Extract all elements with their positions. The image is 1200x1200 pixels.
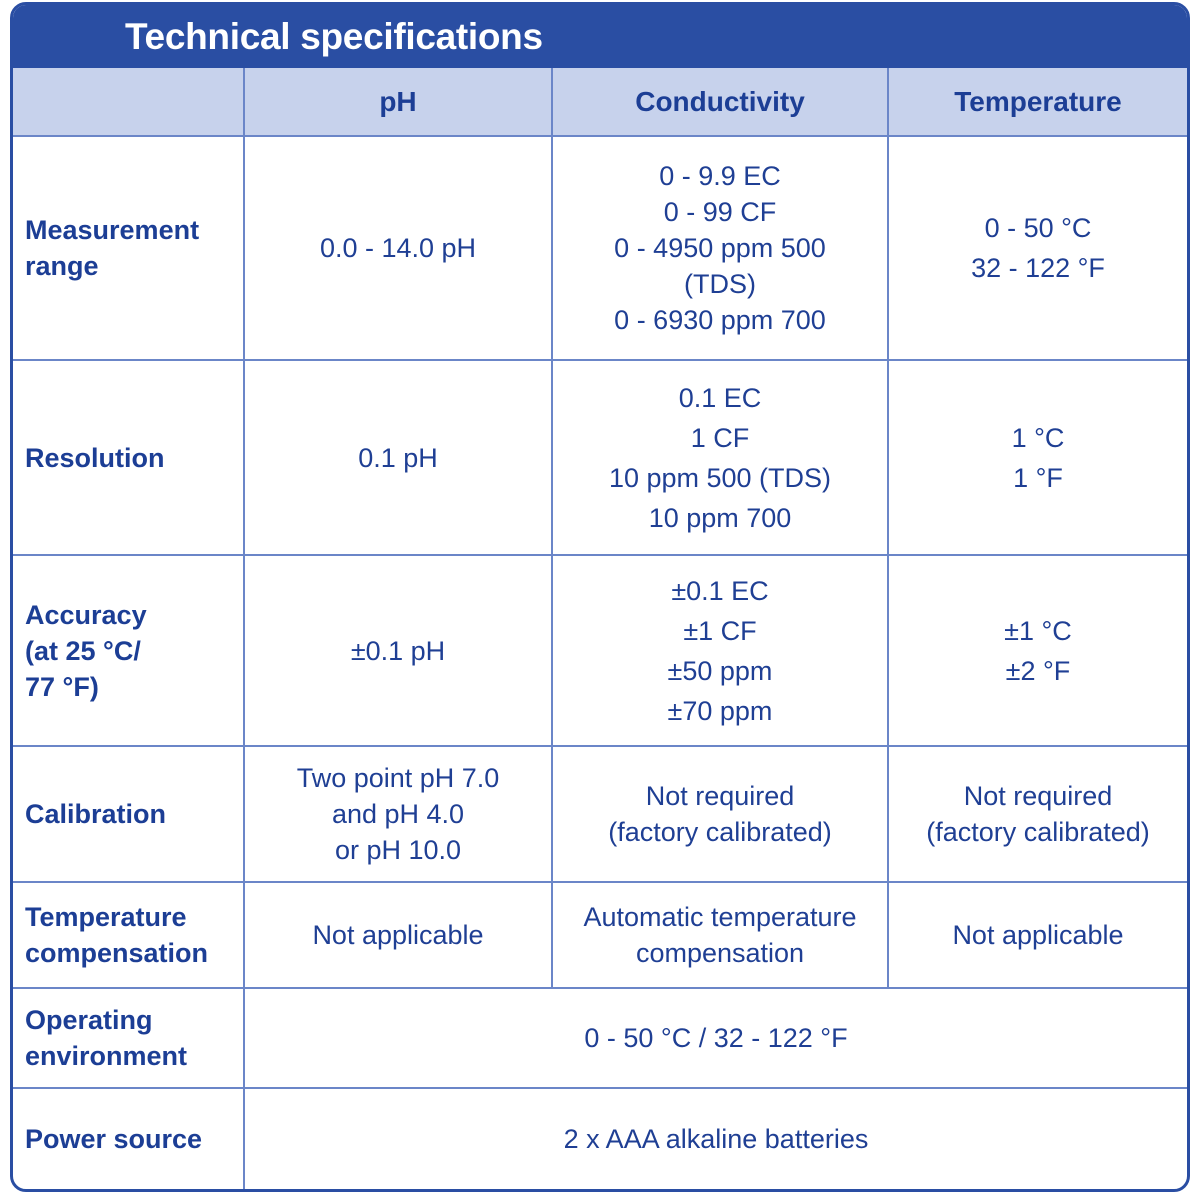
header-corner	[13, 68, 244, 136]
cell-temperature: ±1 °C ±2 °F	[888, 555, 1187, 746]
row-label: Resolution	[13, 360, 244, 555]
cell-ph: ±0.1 pH	[244, 555, 552, 746]
header-row	[13, 68, 1187, 136]
row-label: Calibration	[13, 746, 244, 882]
merged-cell: 2 x AAA alkaline batteries	[244, 1088, 1187, 1189]
merged-cell: 0 - 50 °C / 32 - 122 °F	[244, 988, 1187, 1088]
row-label: Operating environment	[13, 988, 244, 1088]
cell-temperature: 1 °C 1 °F	[888, 360, 1187, 555]
table-row	[13, 136, 1187, 360]
column-header-conductivity: Conductivity	[552, 68, 888, 136]
table-row	[13, 988, 1187, 1088]
table-row	[13, 882, 1187, 988]
spec-card	[10, 2, 1190, 1192]
table-row	[13, 1088, 1187, 1189]
cell-ph: 0.1 pH	[244, 360, 552, 555]
page-title: Technical specifications	[13, 5, 1187, 68]
row-label: Measurement range	[13, 136, 244, 360]
table-row	[13, 746, 1187, 882]
cell-conductivity: 0 - 9.9 EC 0 - 99 CF 0 - 4950 ppm 500 (TDS) 0 - 6930 ppm 700	[552, 136, 888, 360]
column-header-ph: pH	[244, 68, 552, 136]
cell-temperature: Not applicable	[888, 882, 1187, 988]
row-label: Temperature compensation	[13, 882, 244, 988]
cell-conductivity: Automatic temperature compensation	[552, 882, 888, 988]
cell-ph: 0.0 - 14.0 pH	[244, 136, 552, 360]
spec-table	[13, 68, 1187, 1189]
cell-conductivity: ±0.1 EC ±1 CF ±50 ppm ±70 ppm	[552, 555, 888, 746]
cell-temperature: Not required (factory calibrated)	[888, 746, 1187, 882]
cell-conductivity: Not required (factory calibrated)	[552, 746, 888, 882]
table-row	[13, 555, 1187, 746]
row-label: Power source	[13, 1088, 244, 1189]
cell-temperature: 0 - 50 °C 32 - 122 °F	[888, 136, 1187, 360]
column-header-temperature: Temperature	[888, 68, 1187, 136]
cell-ph: Two point pH 7.0 and pH 4.0 or pH 10.0	[244, 746, 552, 882]
cell-ph: Not applicable	[244, 882, 552, 988]
row-label: Accuracy (at 25 °C/ 77 °F)	[13, 555, 244, 746]
table-row	[13, 360, 1187, 555]
cell-conductivity: 0.1 EC 1 CF 10 ppm 500 (TDS) 10 ppm 700	[552, 360, 888, 555]
